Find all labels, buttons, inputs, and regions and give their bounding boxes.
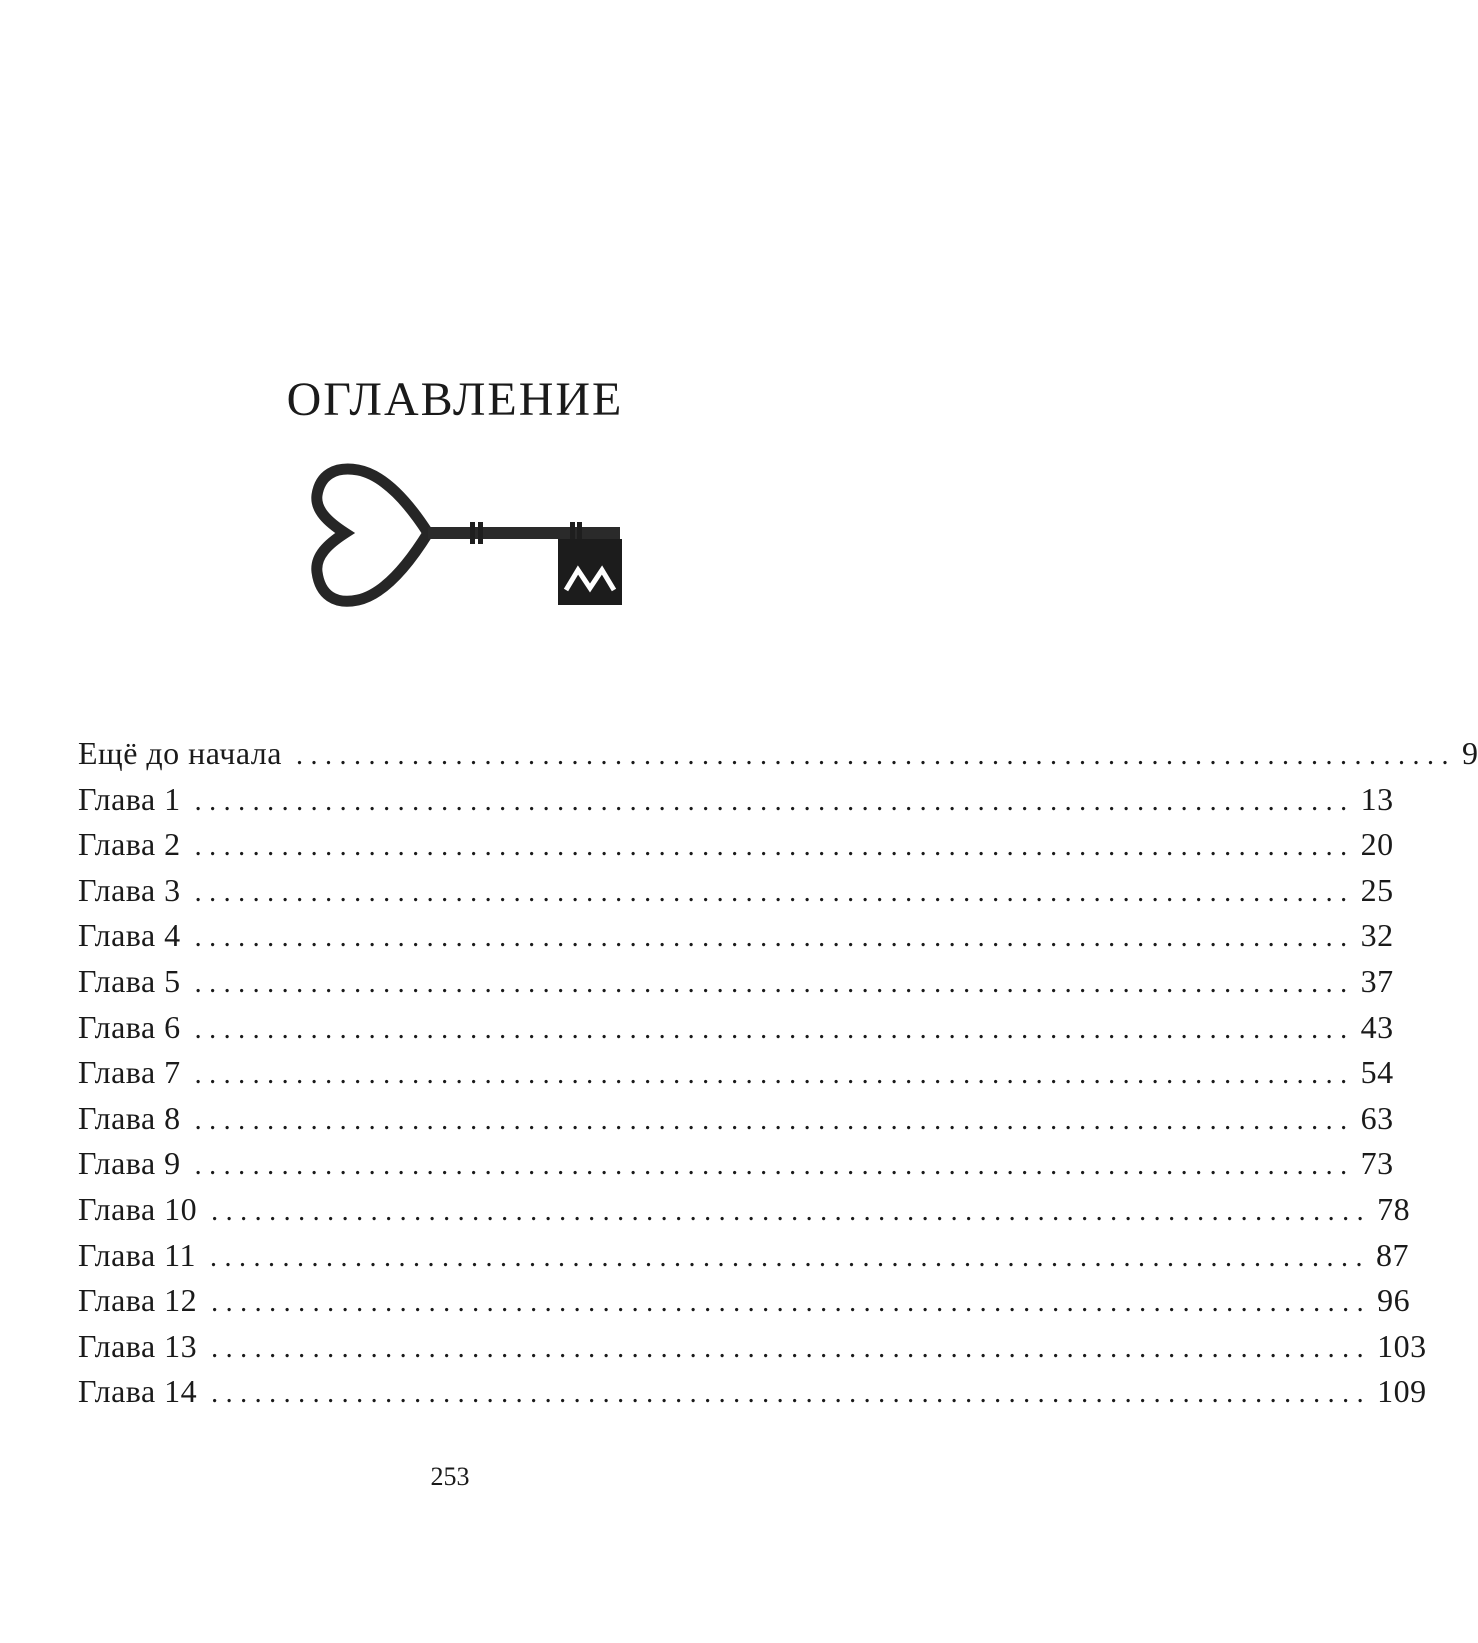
toc-entry-label: Глава 2 [78, 826, 181, 863]
dot-leader: ................................................................................ [194, 876, 1355, 908]
toc-entry-page: 87 [1375, 1236, 1409, 1273]
toc-entry-page: 63 [1360, 1099, 1394, 1136]
toc-entry[interactable] [78, 1373, 1427, 1419]
toc-entry[interactable] [78, 1054, 1394, 1100]
toc-entry-page: 25 [1360, 871, 1394, 908]
toc-entry[interactable] [78, 780, 1394, 827]
dot-leader: ................................................................................ [194, 967, 1355, 999]
toc-entry[interactable] [78, 1327, 1427, 1374]
toc-entry[interactable] [78, 962, 1394, 1009]
toc-entry-label: Ещё до начала [78, 735, 282, 771]
dot-leader: ................................................................................ [194, 1150, 1355, 1182]
toc-entry-label: Глава 14 [78, 1373, 198, 1410]
page-number: 253 [430, 1462, 470, 1491]
toc-entry[interactable] [78, 1282, 1411, 1328]
toc-entry-page: 78 [1377, 1190, 1411, 1227]
dot-leader: ................................................................................ [211, 1332, 1372, 1364]
dot-leader: ................................................................................ [194, 922, 1355, 954]
toc-entry-page: 32 [1360, 917, 1394, 954]
toc-entry-label: Глава 13 [78, 1327, 198, 1364]
toc-entry[interactable] [78, 1236, 1409, 1283]
dot-leader: ................................................................................ [194, 785, 1355, 817]
toc-entry-label: Глава 9 [78, 1145, 181, 1182]
toc-entry-label: Глава 8 [78, 1099, 181, 1136]
toc-entry[interactable] [78, 1099, 1394, 1146]
toc-entry-page: 96 [1377, 1282, 1411, 1319]
toc-entry[interactable] [78, 1145, 1394, 1191]
dot-leader: ................................................................................ [194, 831, 1355, 863]
toc-entry-page: 9 [1461, 735, 1478, 771]
dot-leader: ................................................................................ [194, 1013, 1355, 1045]
toc-entry-page: 109 [1377, 1373, 1427, 1410]
toc-entry-label: Глава 11 [78, 1236, 196, 1273]
toc-entry-page: 13 [1360, 780, 1394, 817]
toc-entry[interactable] [78, 1190, 1411, 1237]
toc-entry-label: Глава 3 [78, 871, 181, 908]
toc-entry-page: 73 [1360, 1145, 1394, 1182]
dot-leader: ................................................................................ [194, 1104, 1355, 1136]
dot-leader: ................................................................................ [295, 740, 1456, 771]
toc-entry-label: Глава 7 [78, 1054, 181, 1091]
key-illustration-icon [290, 460, 630, 620]
toc-entry[interactable] [78, 871, 1394, 918]
toc-entry-page: 20 [1360, 826, 1394, 863]
toc-entry-label: Глава 10 [78, 1190, 198, 1227]
toc-entry-page: 54 [1360, 1054, 1394, 1091]
toc-entry[interactable] [78, 1008, 1394, 1055]
table-of-contents [78, 735, 1478, 1419]
dot-leader: ................................................................................ [211, 1195, 1372, 1227]
toc-entry[interactable] [78, 735, 1478, 781]
toc-entry-label: Глава 4 [78, 917, 181, 954]
page-title: ОГЛАВЛЕНИЕ [286, 373, 624, 426]
toc-entry-label: Глава 6 [78, 1008, 181, 1045]
toc-entry-page: 103 [1377, 1327, 1427, 1364]
dot-leader: ................................................................................ [194, 1059, 1355, 1091]
toc-entry-label: Глава 1 [78, 780, 181, 817]
toc-entry-page: 43 [1360, 1008, 1394, 1045]
toc-entry[interactable] [78, 917, 1394, 963]
dot-leader: ................................................................................ [209, 1241, 1370, 1273]
dot-leader: ................................................................................ [211, 1378, 1372, 1410]
toc-entry[interactable] [78, 826, 1394, 872]
dot-leader: ................................................................................ [211, 1287, 1372, 1319]
toc-entry-page: 37 [1360, 962, 1394, 999]
toc-entry-label: Глава 12 [78, 1282, 198, 1319]
toc-entry-label: Глава 5 [78, 962, 181, 999]
